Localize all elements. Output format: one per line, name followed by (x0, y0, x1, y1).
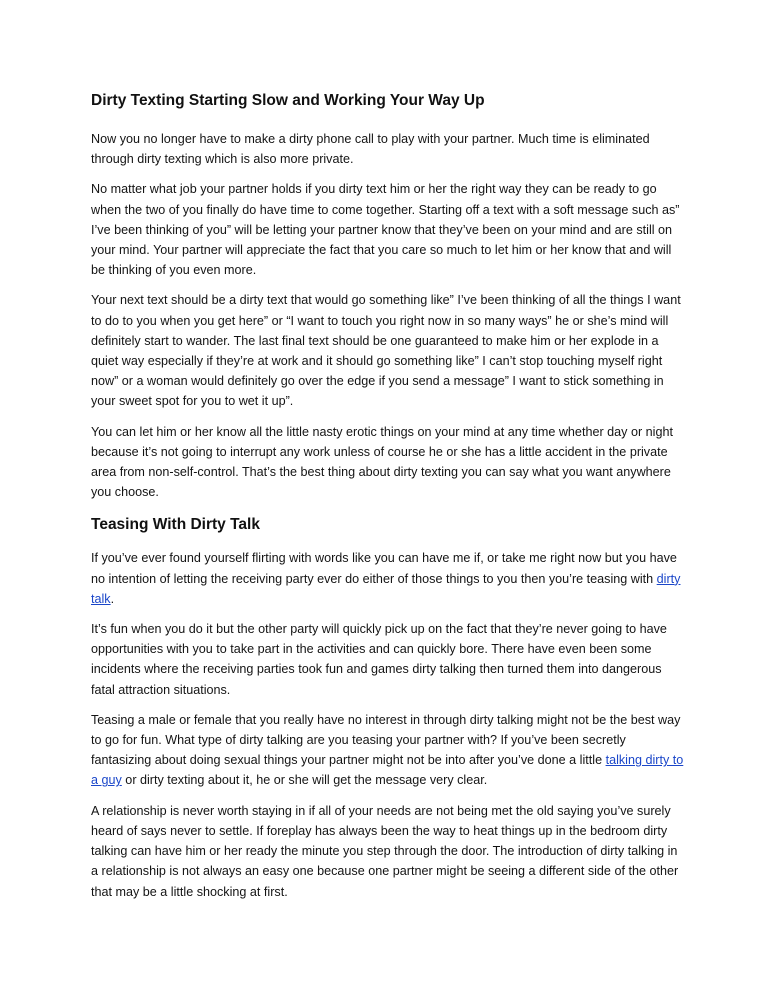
paragraph-text: If you’ve ever found yourself flirting with words like you can have me if, or take me right now but you have no intention of letting the receiving party ever do either of those things to you then you’re teasing with (91, 551, 677, 586)
paragraph: A relationship is never worth staying in if all of your needs are not being met the old saying you’ve surely heard of says never to settle. If foreplay has always been the way to heat things up in the bedroom dirty talking can have him or her ready the minute you step through the door. The introduction of dirty talking in a relationship is not always an easy one because one partner might be seeing a different side of the other that may be a little shocking at first. (91, 803, 679, 899)
paragraph (91, 548, 687, 609)
paragraph: Now you no longer have to make a dirty phone call to play with your partner. Much time is eliminated through dirty texting which is also more private. (91, 132, 650, 167)
paragraph: You can let him or her know all the little nasty erotic things on your mind at any time whether day or night because it’s not going to interrupt any work unless of course he or she has a little accident in the private area from non-self-control. That’s the best thing about dirty texting you can say what you want anywhere you choose. (91, 424, 673, 500)
document-page (91, 88, 687, 912)
paragraph-text: or dirty texting about it, he or she will get the message very clear. (121, 773, 488, 788)
paragraph: It’s fun when you do it but the other party will quickly pick up on the fact that they’re never going to have opportunities with you to take part in the activities and can quickly bore. There have even been some incidents where the receiving parties took fun and games dirty talking then turned them into dangerous fatal attraction situations. (91, 622, 667, 697)
paragraph (91, 710, 687, 791)
section-heading-dirty-texting: Dirty Texting Starting Slow and Working Your Way Up (91, 92, 485, 109)
paragraph: Your next text should be a dirty text that would go something like” I’ve been thinking of all the things I want to do to you when you get here” or “I want to touch you right now in so many ways” he or she’s mind will definitely start to wander. The last final text should be one guaranteed to make him or her explode in a quiet way especially if they’re at work and it should go something like” I can’t stop touching myself right now” or a woman would definitely go over the edge if you send a message” I want to stick something in your sweet spot for you to wet it up”. (91, 293, 681, 409)
paragraph: No matter what job your partner holds if you dirty text him or her the right way they can be ready to go when the two of you finally do have time to come together. Starting off a text with a soft message such as” I’ve been thinking of you” will be letting your partner know that they’ve been on your mind and are still on your mind. Your partner will appreciate the fact that you care so much to let him or her know that and will be thinking of you even more. (91, 182, 680, 278)
section-heading-teasing: Teasing With Dirty Talk (91, 516, 260, 534)
dirty-talk-link[interactable]: dirty talk (91, 571, 681, 606)
paragraph-text: . (110, 591, 115, 606)
talking-dirty-to-a-guy-link[interactable]: talking dirty to a guy (91, 753, 684, 788)
paragraph-text: Teasing a male or female that you really have no interest in through dirty talking might not be the best way to go for fun. What type of dirty talking are you teasing your partner with? If you’ve been secretly fantasizing about doing sexual things your partner might not be into after you’ve done a little (91, 712, 681, 768)
